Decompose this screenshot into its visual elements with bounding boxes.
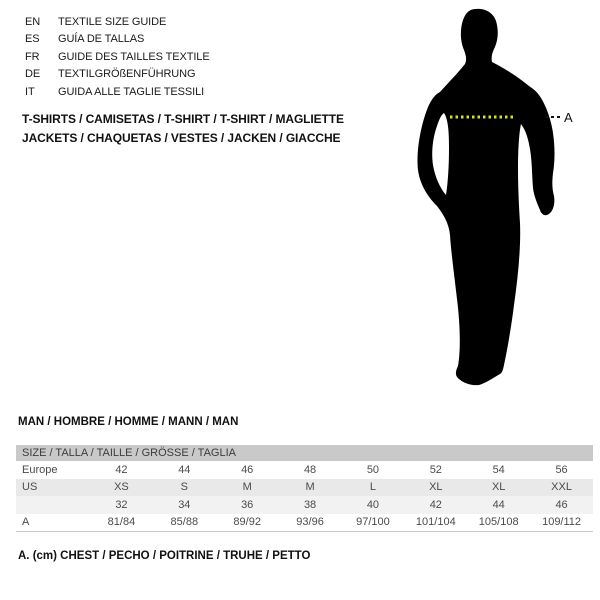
size-cell: 34: [178, 498, 191, 511]
size-cell: 93/96: [296, 516, 324, 529]
language-code: IT: [25, 85, 35, 98]
size-cell: 97/100: [356, 516, 390, 529]
size-cell: 46: [555, 498, 568, 511]
size-cell: XL: [429, 481, 443, 494]
language-row: [25, 13, 210, 31]
man-silhouette: [410, 5, 585, 395]
language-code: FR: [25, 50, 40, 63]
size-cell: 85/88: [170, 516, 199, 529]
row-label: Europe: [22, 463, 58, 476]
size-cell: 56: [555, 463, 568, 476]
size-table-header: SIZE / TALLA / TAILLE / GRÖSSE / TAGLIA: [16, 445, 593, 461]
size-cell: 109/112: [542, 516, 582, 529]
size-cell: XXL: [551, 481, 572, 494]
language-code: DE: [25, 68, 41, 81]
table-row: [16, 461, 593, 479]
language-code: ES: [25, 33, 40, 46]
size-table-body: [16, 461, 593, 532]
language-label: GUIDE DES TAILLES TEXTILE: [58, 50, 210, 63]
size-cell: M: [305, 481, 315, 494]
section-title-man: MAN / HOMBRE / HOMME / MANN / MAN: [18, 416, 239, 428]
size-cell: 44: [492, 498, 505, 511]
size-cell: XS: [114, 481, 129, 494]
language-list: [25, 13, 210, 101]
size-cell: 54: [492, 463, 505, 476]
size-cell: M: [242, 481, 252, 494]
size-cell: 40: [366, 498, 380, 511]
size-table: [16, 445, 593, 532]
footnote-chest: A. (cm) CHEST / PECHO / POITRINE / TRUHE / PETTO: [18, 550, 311, 562]
size-cell: XL: [491, 481, 506, 494]
size-cell: 44: [178, 463, 191, 476]
row-label: US: [22, 481, 38, 494]
size-cell: 42: [429, 498, 442, 511]
size-cell: 89/92: [233, 516, 261, 529]
size-cell: L: [369, 481, 376, 494]
size-cell: 81/84: [107, 516, 136, 529]
table-row: [16, 479, 593, 497]
man-silhouette-figure: [410, 5, 585, 395]
size-cell: 50: [366, 463, 380, 476]
size-cell: 36: [241, 498, 254, 511]
product-line-jackets: JACKETS / CHAQUETAS / VESTES / JACKEN / GIACCHE: [22, 131, 341, 145]
size-cell: 38: [303, 498, 317, 511]
man-silhouette-body: [417, 9, 554, 385]
table-row: [16, 514, 593, 532]
language-row: [25, 83, 210, 101]
language-row: [25, 66, 210, 84]
size-cell: 52: [429, 463, 442, 476]
measure-label-a: A: [564, 110, 573, 125]
size-cell: S: [180, 481, 188, 494]
language-row: [25, 48, 210, 66]
product-line-tshirts: T-SHIRTS / CAMISETAS / T-SHIRT / T-SHIRT / MAGLIETTE: [22, 112, 344, 126]
language-label: TEXTILGRÖßENFÜHRUNG: [58, 68, 196, 81]
size-cell: 46: [241, 463, 254, 476]
language-row: [25, 31, 210, 49]
language-code: EN: [25, 15, 41, 28]
row-label: A: [22, 516, 30, 529]
language-label: GUÍA DE TALLAS: [58, 33, 145, 46]
product-lines: [22, 110, 344, 148]
size-cell: 48: [303, 463, 317, 476]
language-label: TEXTILE SIZE GUIDE: [58, 15, 167, 28]
size-cell: 105/108: [478, 516, 519, 529]
size-cell: 42: [115, 463, 128, 476]
table-row: [16, 496, 593, 514]
language-label: GUIDA ALLE TAGLIE TESSILI: [58, 85, 205, 98]
size-cell: 32: [115, 498, 128, 511]
size-cell: 101/104: [415, 516, 456, 529]
